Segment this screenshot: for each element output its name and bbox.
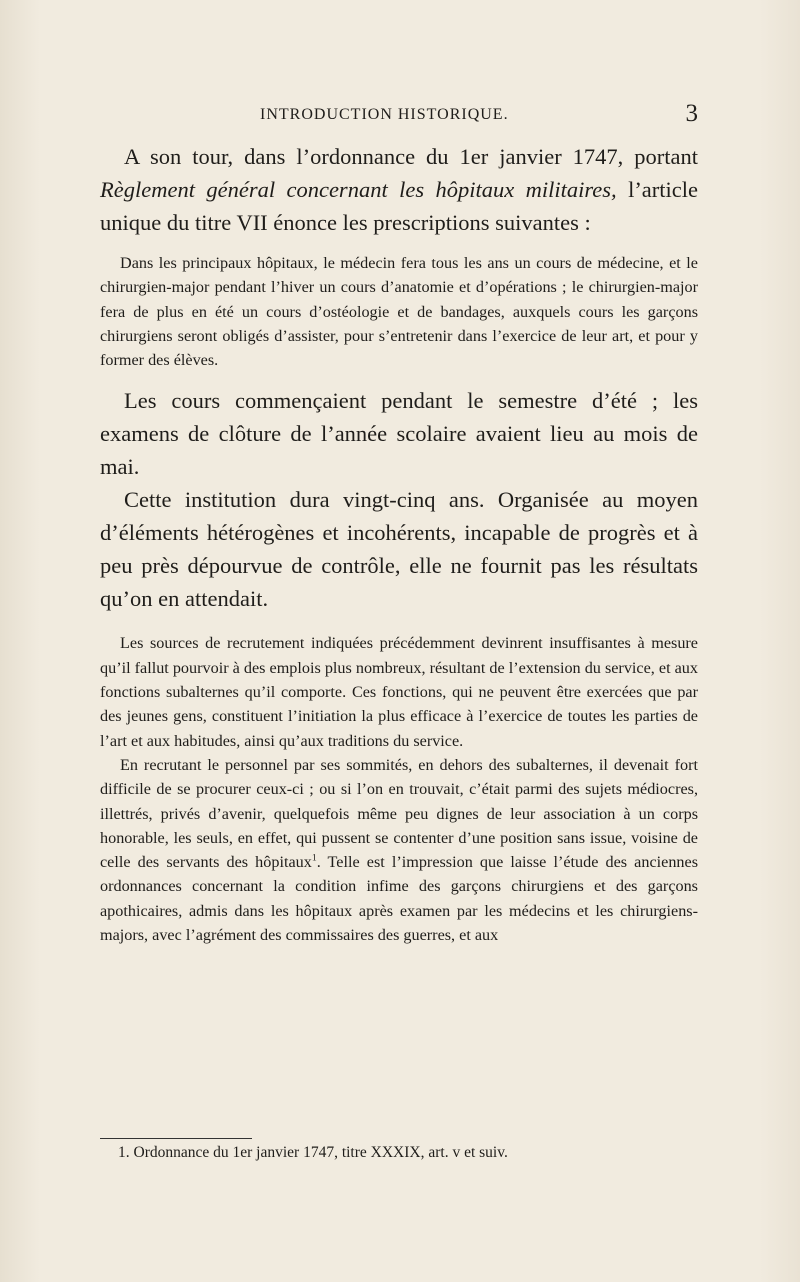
recruitment-section xyxy=(100,631,698,947)
running-head: INTRODUCTION HISTORIQUE. xyxy=(260,106,509,123)
paragraph-recruitment: Les sources de recrutement indiquées précédemment devinrent insuffisantes à mesure qu’il fallut pourvoir à des emplois plus nombreux, résultant de l’extension du service, et aux fonctions subalternes qu’il comporte. Ces fonctions, qui ne peuvent être exercées que par des jeunes gens, constituent l’initiation la plus efficace à l’exercice de toutes les parties de l’art et aux habitudes, ainsi qu’aux traditions du service. xyxy=(100,634,698,750)
paragraph-ordonnance-intro xyxy=(100,140,698,239)
footnote-divider xyxy=(100,1138,252,1139)
page-body xyxy=(100,140,698,947)
paragraph-text: l’article unique du titre VII énonce les prescriptions suivantes : xyxy=(100,177,699,235)
page-header xyxy=(100,100,698,132)
paragraph-institution: Cette institution dura vingt-cinq ans. Organisée au moyen d’éléments hétérogènes et incohérents, incapable de progrès et à peu près dépourvue de contrôle, elle ne fournit pas les résultats qu’on en attendait. xyxy=(100,487,698,612)
footnote: 1. Ordonnance du 1er janvier 1747, titre XXXIX, art. v et suiv. xyxy=(118,1144,508,1161)
paragraph-text: En recrutant le personnel par ses sommités, en dehors des subalternes, il devenait fort difficile de se procurer ceux-ci ; ou si l’on en trouvait, c’était parmi des sujets médiocres, illettrés, privés d’avenir, quelquefois même peu dignes de leur association à un corps honorable, les seuls, en effet, qui pussent se contenter d’une position sans issue, voisine de celle des servants des hôpitaux xyxy=(100,755,698,872)
page-number: 3 xyxy=(685,100,698,127)
paragraph-personnel xyxy=(100,753,698,947)
quoted-article: Dans les principaux hôpitaux, le médecin fera tous les ans un cours de médecine, et le chirurgien-major pendant l’hiver un cours d’anatomie et d’opérations ; le chirurgien-major fera de plus en été un cours d’ostéologie et de bandages, auxquels cours les garçons chirurgiens seront obligés d’assister, pour s’entretenir dans l’exercice de leur art, et pour y former des élèves. xyxy=(100,254,698,370)
paragraph-courses: Les cours commençaient pendant le semestre d’été ; les examens de clôture de l’année scolaire avaient lieu au mois de mai. xyxy=(100,388,698,480)
paragraph-text: . Telle est l’impression que laisse l’étude des anciennes ordonnances concernant la condition infime des garçons chirurgiens et des garçons apothicaires, admis dans les hôpitaux après examen par les médecins et les chirurgiens-majors, avec l’agrément des commissaires des guerres, et aux xyxy=(100,853,698,945)
paragraph-text: A son tour, dans l’ordonnance du 1er janvier 1747, portant xyxy=(124,144,698,169)
footnote-reference: 1 xyxy=(311,852,317,864)
ordonnance-title: Règlement général concernant les hôpitaux militaires, xyxy=(100,177,617,202)
